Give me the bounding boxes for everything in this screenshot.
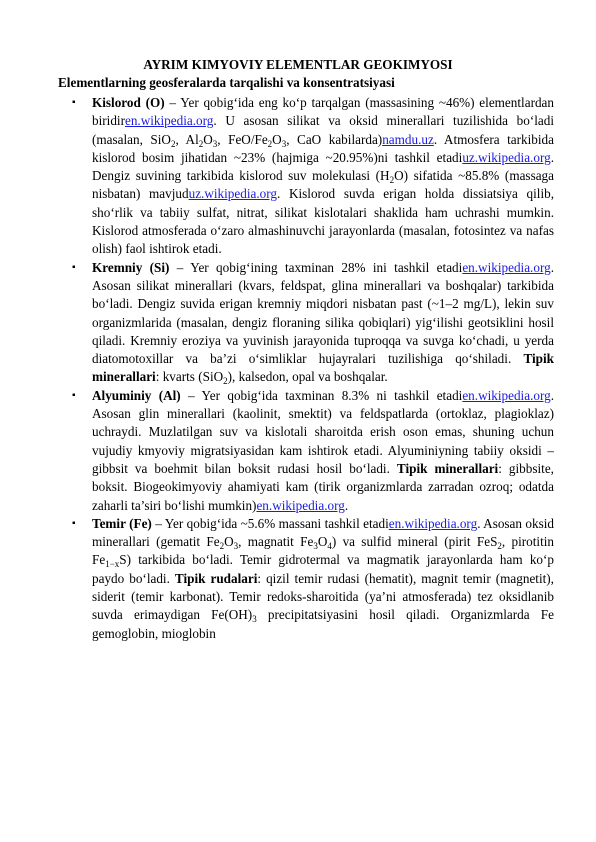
text-run: : gibbsite, boksit. Biogeokimyoviy ahamiyati kam (tirik organizmlarda zarradan ozroq; odatda zaharli ta’siri bo‘lishi mumkin) xyxy=(92,460,554,513)
page-title: AYRIM KIMYOVIY ELEMENTLAR GEOKIMYOSI xyxy=(143,57,453,72)
text-run: . xyxy=(344,497,349,513)
list-item-kislorod xyxy=(0,94,554,259)
text-run: O xyxy=(203,131,213,147)
source-link[interactable]: uz.wikipedia.org xyxy=(462,149,551,165)
list-item-text xyxy=(92,94,554,259)
source-link[interactable]: en.wikipedia.org xyxy=(462,259,551,275)
text-run: : qizil temir rudasi (hematit), magnit temir (magnetit), siderit (temir karbonat). Temir redoks-sharoitida (ya’ni atmosferada) tez oksidlanib suvda erimaydigan Fe(OH) xyxy=(92,570,554,623)
text-run: ), kalsedon, opal va boshqalar. xyxy=(227,369,388,385)
subscript: 3 xyxy=(252,614,257,625)
bullet-icon: ▪ xyxy=(72,517,76,529)
element-name: Kislorod (O) xyxy=(92,95,165,110)
text-run: . Asosan glin minerallari (kaolinit, smektit) va feldspatlarda (ortoklaz, plagioklaz) uchraydi. Muzlatilgan suv va kislotali sharoitda erish oson emas, shuning uchun vujudiy kmyoviy migratsiyasidan kam ishtirok etadi. Alyuminiyning tabiiy oksidi – gibbsit va boehmit bilan boksit rudasi hosil bo‘ladi. xyxy=(92,387,555,476)
list-item-text xyxy=(92,259,554,387)
subscript: 2 xyxy=(223,376,228,387)
text-run: O xyxy=(224,534,234,550)
text-run: , Al xyxy=(175,131,199,147)
text-run: – Yer qobig‘ida taxminan 8.3% ni tashkil etadi xyxy=(188,387,463,403)
text-run: – Yer qobig‘ida ~5.6% massani tashkil etadi xyxy=(155,515,389,531)
list-item-temir xyxy=(0,515,554,643)
text-run: , magnatit Fe xyxy=(238,534,314,550)
subscript: 2 xyxy=(170,138,176,149)
source-link[interactable]: en.wikipedia.org xyxy=(124,113,214,129)
element-name: Alyuminiy (Al) xyxy=(92,387,181,403)
subscript: 3 xyxy=(281,138,287,149)
bullet-icon: ▪ xyxy=(72,389,76,401)
text-run: , CaO kabilarda) xyxy=(286,131,383,147)
element-name: Temir (Fe) xyxy=(92,515,152,531)
element-name: Kremniy (Si) xyxy=(92,259,170,275)
list-item-kremniy xyxy=(0,259,554,387)
source-link[interactable]: en.wikipedia.org xyxy=(256,497,345,513)
source-link[interactable]: en.wikipedia.org xyxy=(388,515,478,531)
text-run: . Asosan silikat minerallari (kvars, feldspat, glina minerallari va boshqalar) tarkibida bo‘ladi. Dengiz suvida erigan kremniy miqdori nisbatan past (~1–2 mg/L), lekin suv organizmlarida (masalan, dengiz floraning silika qobiqlari) yig‘ilishi geotsiklini hosil qiladi. Kremniy eroziya va yuvinish jarayonida tuproqqa va suvga ko‘chadi, u yerda diatomotoxillar va ba’zi o‘simliklar hujayralari tuzilishiga qo‘shiladi. xyxy=(92,259,554,367)
text-run: , pirotitin Fe xyxy=(92,534,554,568)
bullet-icon: ▪ xyxy=(72,97,76,108)
list-item-text xyxy=(92,387,554,515)
text-run: : kvarts (SiO xyxy=(155,369,224,385)
subscript: 3 xyxy=(313,541,318,552)
subscript: 2 xyxy=(497,541,502,552)
text-run: . U asosan silikat va oksid minerallari tuzilishida bo‘ladi (masalan, SiO xyxy=(92,113,554,147)
list-item-alyuminiy xyxy=(0,387,554,515)
bold-label: Tipik minerallari xyxy=(92,351,554,385)
bold-label: Tipik rudalari xyxy=(174,570,258,586)
text-run: O xyxy=(317,534,328,550)
source-link[interactable]: uz.wikipedia.org xyxy=(188,186,277,202)
subscript: 2 xyxy=(198,138,204,149)
subscript: 4 xyxy=(327,541,332,552)
source-link[interactable]: namdu.uz xyxy=(382,131,434,147)
subscript: 2 xyxy=(389,175,395,186)
element-list xyxy=(0,94,554,643)
subscript: 3 xyxy=(233,541,239,552)
text-run: – Yer qobig‘ida eng ko‘p tarqalgan (massasining ~46%) elementlardan biridir xyxy=(92,95,554,129)
text-run: O xyxy=(272,131,282,147)
source-link[interactable]: en.wikipedia.org xyxy=(462,387,551,403)
text-run: . Dengiz suvining tarkibida kislorod suv molekulasi (H xyxy=(92,149,554,184)
text-run: . Atmosfera tarkibida kislorod bosim jihatidan ~23% (hajmiga ~20.95%)ni tashkil etadi xyxy=(92,131,554,165)
list-item-text xyxy=(92,515,554,643)
text-run: ) va sulfid mineral (pirit FeS xyxy=(331,534,498,550)
subscript: 2 xyxy=(267,138,273,149)
text-run: , FeO/Fe xyxy=(217,131,268,147)
text-run: . Asosan oksid minerallari (gematit Fe xyxy=(92,515,555,550)
text-run: – Yer qobig‘ining taxminan 28% ini tashkil etadi xyxy=(176,259,463,275)
text-run: S) tarkibida bo‘ladi. Temir gidrotermal va magmatik jarayonlarda ham ko‘p paydo bo‘ladi. xyxy=(92,552,554,586)
subscript: 1−x xyxy=(105,559,120,570)
subscript: 2 xyxy=(219,541,225,552)
section-heading: Elementlarning geosferalarda tarqalishi va konsentratsiyasi xyxy=(58,75,395,90)
text-run: . Kislorod suvda erigan holda dissiatsiya qilib, sho‘rlik va tabiiy sulfat, nitrat, silikat kislotalari shaklida ham uchrashi mumkin. Kislorod atmosferada o‘zaro almashinuvchi jarayonlarda (masalan, fotosintez va nafas olish) faol ishtirok etadi. xyxy=(92,186,554,257)
bullet-icon: ▪ xyxy=(72,261,76,273)
text-run: O) sifatida ~85.8% (massaga nisbatan) mavjud xyxy=(92,168,555,202)
bold-label: Tipik minerallari xyxy=(396,460,499,476)
subscript: 3 xyxy=(212,138,218,149)
text-run: precipitatsiyasini hosil qiladi. Organizmlarda Fe gemoglobin, mioglobin xyxy=(92,607,554,641)
